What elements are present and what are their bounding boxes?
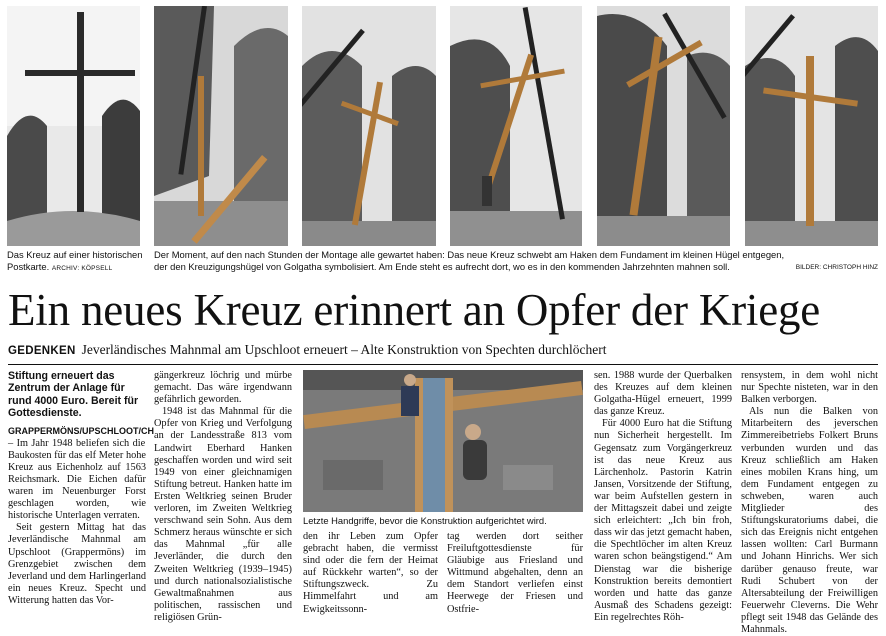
article-paragraph: Als nun die Balken von Mitarbeitern des jeverschen Zimmereibetriebs Folkert Bruns verbunden wurden und das Kreuz schließlich am Haken eines mobilen Krans hing, um dem Fundament entgegen zu schweben, waren auch Mitglieder des Stiftungskuratoriums dabei, die sich das Ereignis nicht entgehen lassen wollten: Carl Burmann und Johann Hinrichs. Wer sich darüber genauso freute, war Rudi Schubert von der Altersabteilung der Freiwilligen Feuerwehr Cleverns. Die Wehr pflegt seit 1948 das Gelände des Mahnmals.: [741, 406, 878, 635]
article-column-5: [594, 370, 732, 624]
postcard-caption: [7, 249, 147, 274]
postcard-caption-text: Das Kreuz auf einer historischen Postkarte.: [7, 249, 143, 272]
postcard-credit: ARCHIV: KÖPSELL: [51, 264, 113, 272]
dateline: GRAPPERMÖNS/UPSCHLOOT/CH: [8, 425, 155, 436]
article-column-4: [447, 531, 583, 616]
crane-photo-5: [745, 6, 878, 246]
article-paragraph: den ihr Leben zum Opfer gebracht haben, die vermisst sind oder die fern der Heimat auf Rückkehr warten“, so der Stiftungszweck. Zu Himmelfahrt und am Ewigkeitssonn-: [303, 531, 438, 615]
article-paragraph: rensystem, in dem wohl nicht nur Spechte nisteten, war in den Balken verborgen.: [741, 370, 878, 406]
article-paragraph: 1948 ist das Mahnmal für die Opfer von Krieg und Verfolgung an der Landesstraße 813 vom Landwirt Eberhard Hanken geschaffen worden und wird seit 1949 von einer gleichnamigen Stiftung betreut. Hanken hatte im Ersten Weltkrieg seinen Bruder verloren, im Zweiten Weltkrieg verschwand sein Sohn. Aus dem Schmerz heraus wünschte er sich das Mahnmal „für alle Jeverländer, die durch den Zweiten Weltkrieg (1939–1945) und durch nationalsozialistische Gewaltmaßnahmen aus politischen, rassischen und religiösen Grün-: [154, 406, 292, 623]
article-paragraph: gängerkreuz löchrig und mürbe gemacht. Das wäre irgendwann gefährlich geworden.: [154, 370, 292, 406]
article-paragraph: tag werden dort seither Freiluftgottesdienste für Gläubige aus Friesland und Wittmund abgehalten, denn an dem Standort verliefen einst Heerwege der Friesen und Ostfrie-: [447, 531, 583, 615]
article-paragraph: [8, 425, 155, 523]
subheadline-rule: [8, 364, 878, 365]
article-column-3: [303, 531, 438, 616]
postcard-photo: [7, 6, 140, 246]
workshop-caption: Letzte Handgriffe, bevor die Konstruktion aufgerichtet wird.: [303, 515, 547, 526]
article-column-6: [741, 370, 878, 636]
crane-photo-2: [302, 6, 436, 246]
article-column-1: [8, 370, 155, 607]
article-paragraph: Für 4000 Euro hat die Stiftung nun Sicherheit hergestellt. Im Gegensatz zum Vorgängerkreuz ist das neue Kreuz aus Lärchenholz. Pastorin Katrin Jansen, Vorsitzende der Stiftung, war beim Aufstellen gestern in der Mittagszeit dabei und zeigte sich erleichtert: „Ich bin froh, dass wir das jetzt gemacht haben, die Spechtlöcher im alten Kreuz waren schon beängstigend.“ Am Dienstag war die bisherige Konstruktion bereits demontiert worden und hatte das ganze Ausmaß des Schadens gezeigt: Ein regelrechtes Röh-: [594, 418, 732, 623]
subheadline: Jeverländisches Mahnmal am Upschloot erneuert – Alte Konstruktion von Spechten durchlöchert: [81, 342, 607, 357]
workshop-photo: [303, 370, 583, 512]
article-text: – Im Jahr 1948 beliefen sich die Baukosten für das elf Meter hohe Kreuz aus Eichenholz auf 1563 Reichsmark. Die Eichen dafür waren im Neuenburger Forst geschlagen worden, wie historische Unterlagen verraten.: [8, 437, 146, 522]
crane-photo-3: [450, 6, 582, 246]
crane-photo-4: [597, 6, 730, 246]
article-paragraph: sen. 1988 wurde der Querbalken des Kreuzes auf dem kleinen Golgatha-Hügel erneuert, 1999 das ganze Kreuz.: [594, 370, 732, 418]
sequence-credit: BILDER: CHRISTOPH HINZ: [795, 264, 878, 271]
teaser: Stiftung erneuert das Zentrum der Anlage für rund 4000 Euro. Bereit für Gottesdienste.: [8, 370, 139, 420]
article-column-2: [154, 370, 292, 624]
kicker: GEDENKEN: [8, 345, 76, 357]
sequence-caption: [154, 249, 794, 272]
headline: Ein neues Kreuz erinnert an Opfer der Kriege: [8, 285, 821, 335]
crane-photo-1: [154, 6, 288, 246]
subheadline-row: [8, 342, 606, 358]
article-paragraph: Seit gestern Mittag hat das Jeverländische Mahnmal am Upschloot (Grappermöns) im Grenzgebiet zwischen dem Jeverland und dem Harlingerland ein neues Kreuz. Specht und Witterung hatten das Vor-: [8, 522, 146, 606]
sequence-caption-text: Der Moment, auf den nach Stunden der Montage alle gewartet haben: Das neue Kreuz schwebt am Haken dem Fundament im kleinen Hügel entgegen, der den Kreuzigungshügel von Golgatha symbolisiert. Am Ende steht es aufrecht dort, wo es in den kommenden Jahrzehnten mahnen soll.: [154, 249, 785, 272]
